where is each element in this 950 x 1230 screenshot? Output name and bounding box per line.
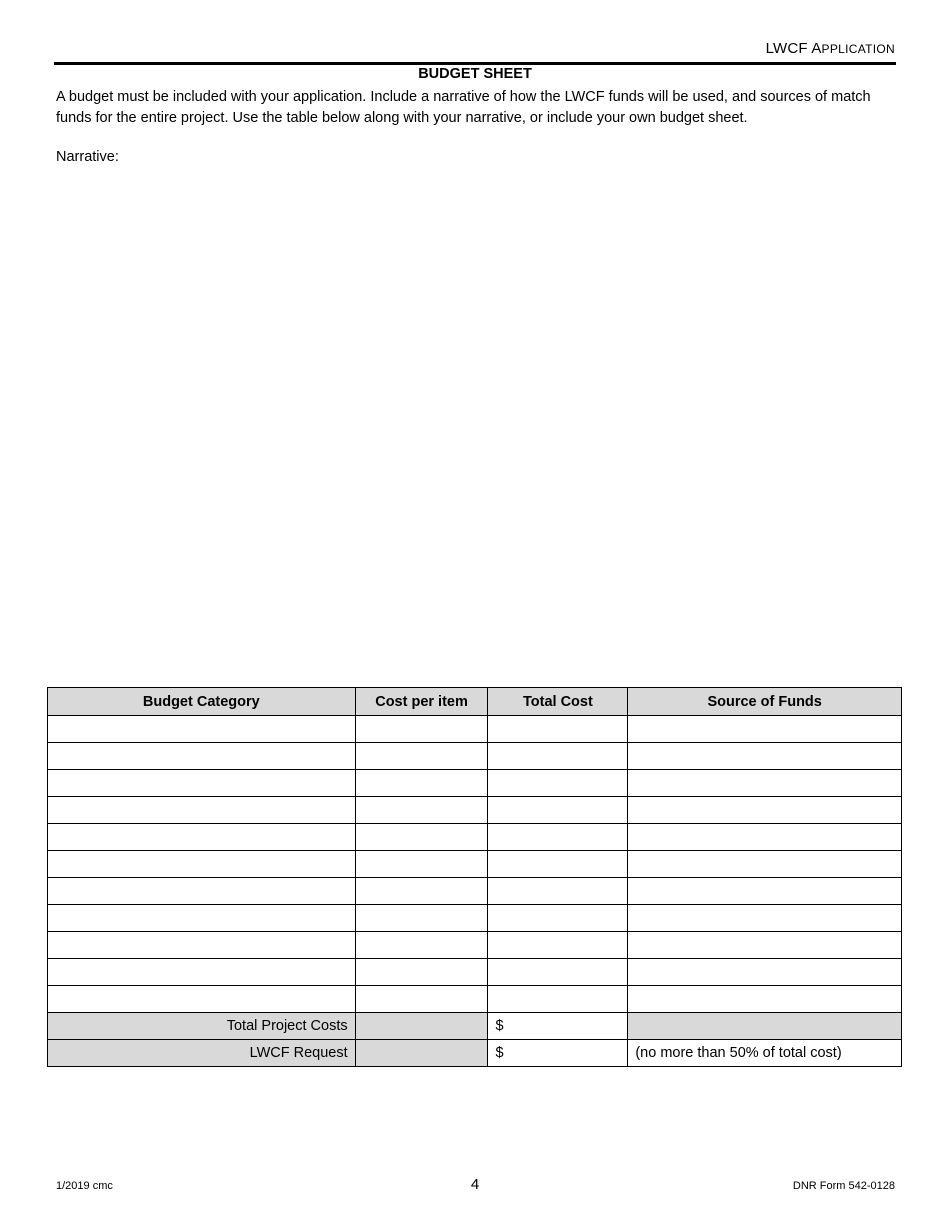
total-cost-input[interactable]	[488, 824, 628, 851]
request-source-note: (no more than 50% of total cost)	[628, 1040, 902, 1067]
page-title: BUDGET SHEET	[418, 66, 532, 82]
total-cost-input[interactable]	[488, 878, 628, 905]
cost-per-item-input[interactable]	[355, 743, 488, 770]
source-of-funds-input[interactable]	[628, 824, 902, 851]
total-project-costs-row	[48, 1013, 902, 1040]
table-row	[48, 878, 902, 905]
source-of-funds-input[interactable]	[628, 959, 902, 986]
cost-per-item-input[interactable]	[355, 770, 488, 797]
header-budget-category: Budget Category	[48, 688, 356, 716]
table-header-row	[48, 688, 902, 716]
budget-category-input[interactable]	[48, 905, 356, 932]
budget-category-input[interactable]	[48, 824, 356, 851]
budget-category-input[interactable]	[48, 743, 356, 770]
total-project-costs-label: Total Project Costs	[48, 1013, 356, 1040]
total-cost-input[interactable]	[488, 986, 628, 1013]
table-row	[48, 932, 902, 959]
cost-per-item-input[interactable]	[355, 824, 488, 851]
total-cost-input[interactable]	[488, 932, 628, 959]
header-title-smallcaps: PPLICATION	[821, 42, 895, 56]
total-cost-input[interactable]: $	[488, 1013, 628, 1040]
total-source-cell	[628, 1013, 902, 1040]
cost-per-item-input[interactable]	[355, 878, 488, 905]
page-number: 4	[470, 1176, 480, 1193]
header-title-main: LWCF A	[765, 40, 822, 57]
table-row	[48, 770, 902, 797]
total-cost-input[interactable]	[488, 743, 628, 770]
total-cost-input[interactable]	[488, 851, 628, 878]
total-cost-input[interactable]	[488, 770, 628, 797]
budget-category-input[interactable]	[48, 959, 356, 986]
cost-per-item-input[interactable]	[355, 797, 488, 824]
source-of-funds-input[interactable]	[628, 797, 902, 824]
table-row	[48, 743, 902, 770]
request-total-cost-input[interactable]: $	[488, 1040, 628, 1067]
source-of-funds-input[interactable]	[628, 905, 902, 932]
cost-per-item-input[interactable]	[355, 986, 488, 1013]
cost-per-item-input[interactable]	[355, 959, 488, 986]
source-of-funds-input[interactable]	[628, 743, 902, 770]
header-cost-per-item: Cost per item	[355, 688, 488, 716]
budget-category-input[interactable]	[48, 770, 356, 797]
table-row	[48, 797, 902, 824]
header-source-of-funds: Source of Funds	[628, 688, 902, 716]
budget-category-input[interactable]	[48, 878, 356, 905]
budget-category-input[interactable]	[48, 932, 356, 959]
cost-per-item-input[interactable]	[355, 932, 488, 959]
intro-text: A budget must be included with your application. Include a narrative of how the LWCF funds will be used, and sources of match funds for the entire project. Use the table below along with your narrative, or include your own budget sheet.	[56, 89, 871, 126]
header-rule	[54, 62, 896, 65]
budget-category-input[interactable]	[48, 716, 356, 743]
source-of-funds-input[interactable]	[628, 770, 902, 797]
table-row	[48, 959, 902, 986]
cost-per-item-input[interactable]	[355, 905, 488, 932]
source-of-funds-input[interactable]	[628, 878, 902, 905]
header-title	[766, 40, 895, 57]
narrative-label: Narrative:	[56, 149, 119, 165]
table-row	[48, 905, 902, 932]
source-of-funds-input[interactable]	[628, 986, 902, 1013]
table-row	[48, 986, 902, 1013]
total-cost-per-item-cell	[355, 1013, 488, 1040]
table-row	[48, 824, 902, 851]
budget-table	[47, 687, 902, 1067]
footer-date: 1/2019 cmc	[56, 1180, 113, 1192]
source-of-funds-input[interactable]	[628, 932, 902, 959]
total-cost-input[interactable]	[488, 716, 628, 743]
table-row	[48, 851, 902, 878]
request-cost-per-item-cell	[355, 1040, 488, 1067]
cost-per-item-input[interactable]	[355, 716, 488, 743]
footer-form-number: DNR Form 542-0128	[792, 1180, 895, 1192]
lwcf-request-row	[48, 1040, 902, 1067]
budget-category-input[interactable]	[48, 851, 356, 878]
table-row	[48, 716, 902, 743]
budget-category-input[interactable]	[48, 986, 356, 1013]
total-cost-input[interactable]	[488, 959, 628, 986]
header-total-cost: Total Cost	[488, 688, 628, 716]
cost-per-item-input[interactable]	[355, 851, 488, 878]
source-of-funds-input[interactable]	[628, 851, 902, 878]
lwcf-request-label: LWCF Request	[48, 1040, 356, 1067]
total-cost-input[interactable]	[488, 797, 628, 824]
source-of-funds-input[interactable]	[628, 716, 902, 743]
total-cost-input[interactable]	[488, 905, 628, 932]
budget-category-input[interactable]	[48, 797, 356, 824]
